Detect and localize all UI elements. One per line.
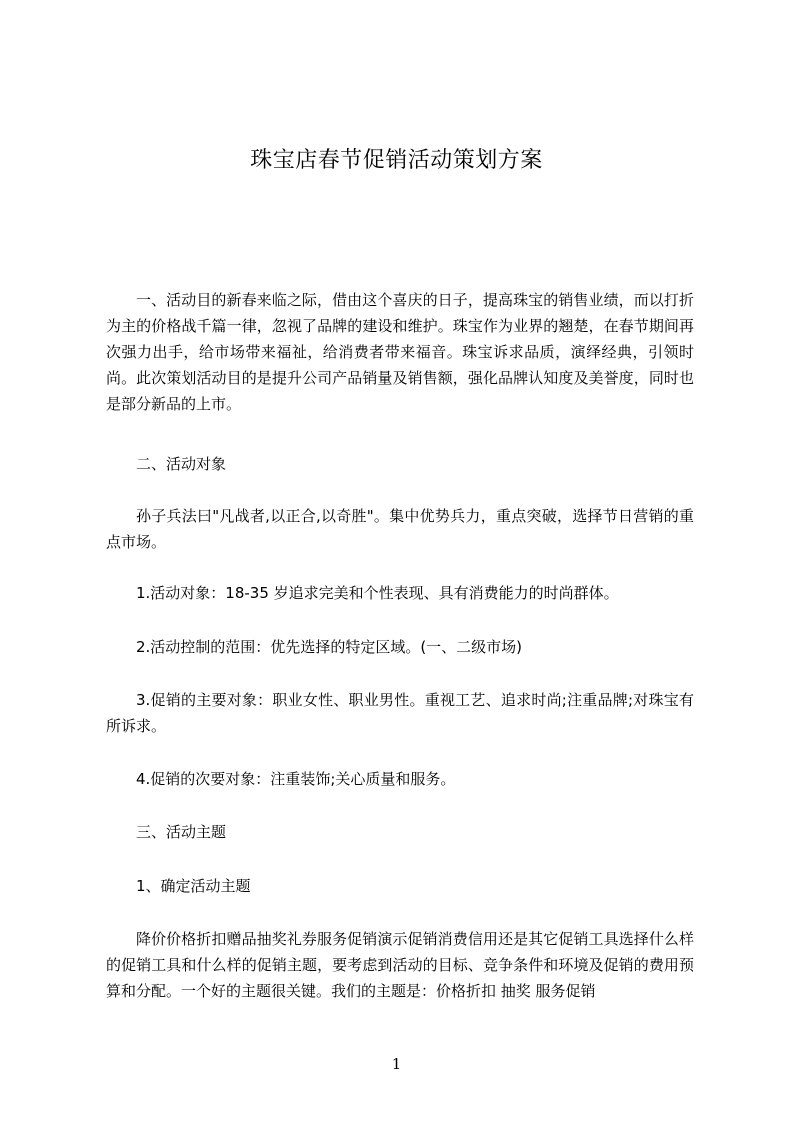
paragraph-activity-purpose: 一、活动目的新春来临之际，借由这个喜庆的日子，提高珠宝的销售业绩，而以打折为主的价格战千篇一律，忽视了品牌的建设和维护。珠宝作为业界的翘楚，在春节期间再次强力出手，给市场带来福祉，给消费者带来福音。珠宝诉求品质，演绎经典，引领时尚。此次策划活动目的是提升公司产品销量及销售额，强化品牌认知度及美誉度，同时也是部分新品的上市。 [106, 291, 694, 413]
document-title: 珠宝店春节促销活动策划方案 [250, 148, 543, 173]
subheading-confirm-theme: 1、确定活动主题 [136, 877, 251, 895]
list-item-target-3: 3.促销的主要对象：职业女性、职业男性。重视工艺、追求时尚;注重品牌;对珠宝有所诉求。 [106, 691, 694, 735]
list-item-target-1: 1.活动对象：18-35 岁追求完美和个性表现、具有消费能力的时尚群体。 [136, 584, 619, 602]
heading-activity-theme: 三、活动主题 [136, 823, 227, 841]
list-item-target-4: 4.促销的次要对象：注重装饰;关心质量和服务。 [136, 770, 456, 788]
page-number: 1 [391, 1055, 402, 1073]
paragraph-promotion-tools: 降价价格折扣赠品抽奖礼券服务促销演示促销消费信用还是其它促销工具选择什么样的促销工具和什么样的促销主题，要考虑到活动的目标、竞争条件和环境及促销的费用预算和分配。一个好的主题很关键。我们的主题是：价格折扣 抽奖 服务促销 [106, 930, 694, 1000]
heading-activity-target: 二、活动对象 [136, 455, 227, 473]
list-item-target-2: 2.活动控制的范围：优先选择的特定区域。(一、二级市场) [136, 638, 523, 656]
paragraph-sunzi-quote: 孙子兵法曰"凡战者,以正合,以奇胜"。集中优势兵力，重点突破，选择节日营销的重点市场。 [106, 507, 694, 551]
